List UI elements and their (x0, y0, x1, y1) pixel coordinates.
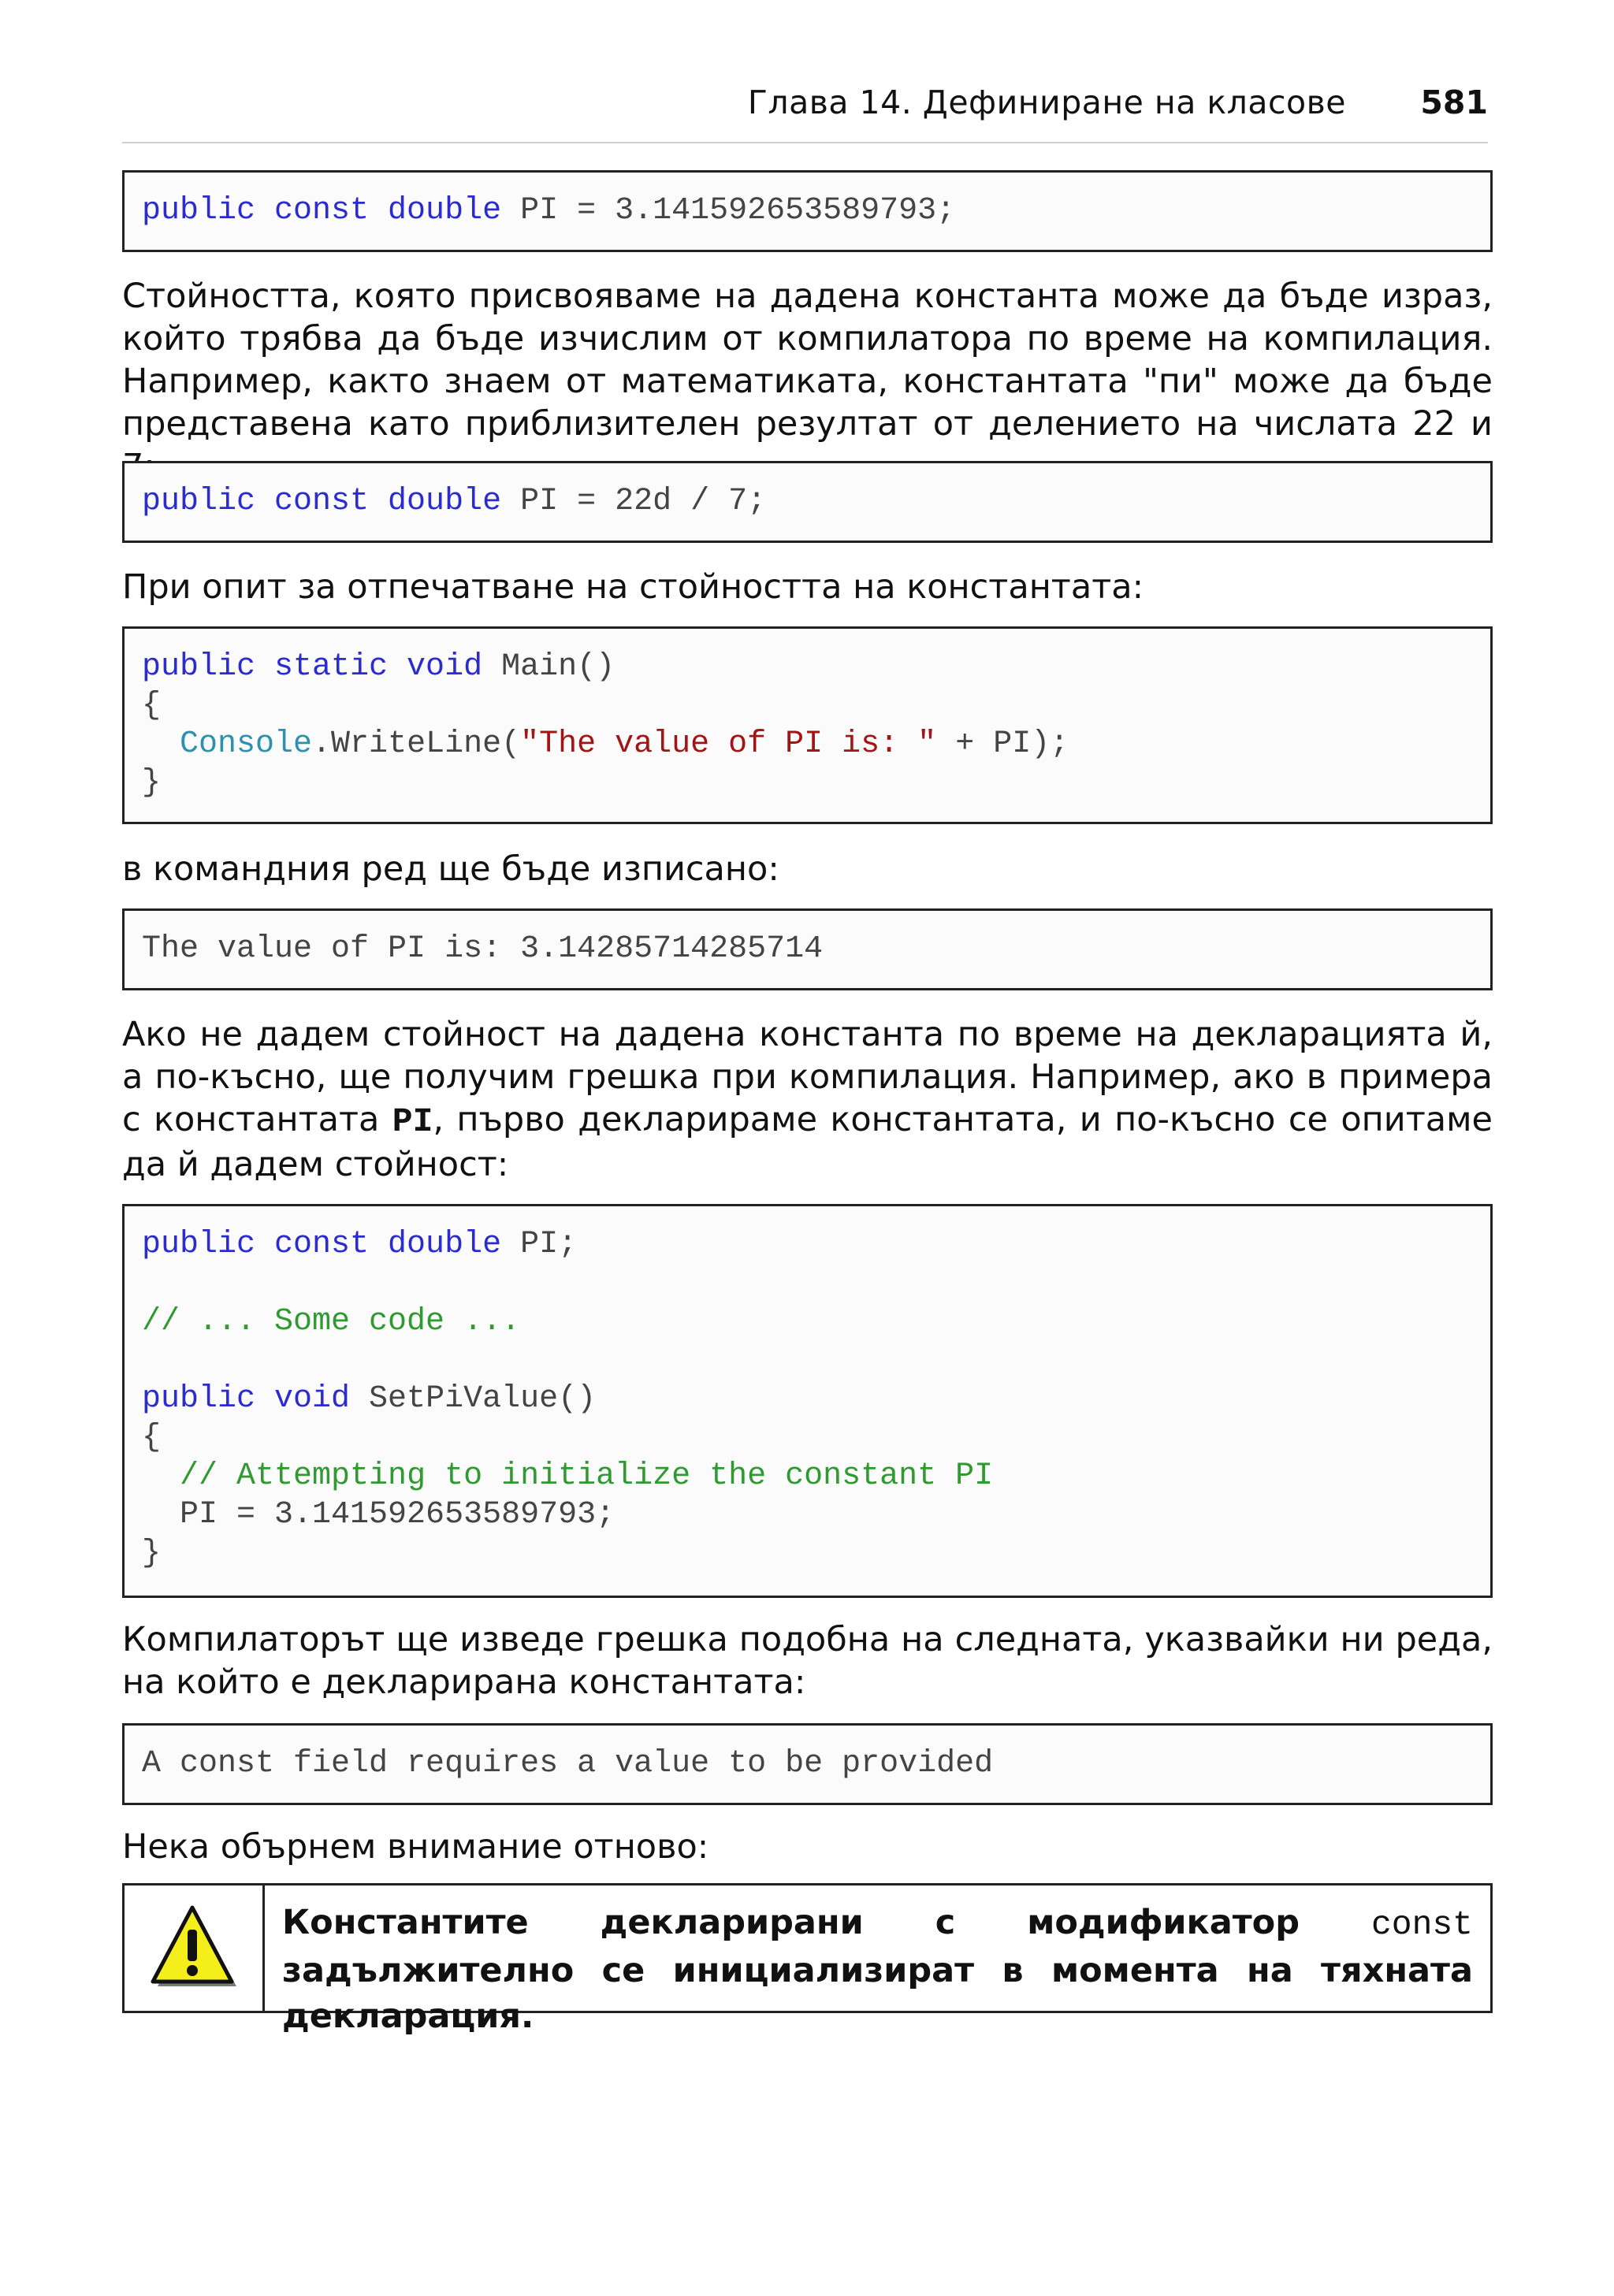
code-token: public const double (142, 484, 502, 519)
code-block-main-method (122, 626, 1493, 824)
code-token: // ... Some code ... (142, 1304, 521, 1339)
code-token: The value of PI is: 3.14285714285714 (142, 931, 824, 967)
note-text-before: Константите декларирани с модификатор (282, 1903, 1371, 1942)
paragraph-text-after: , първо декларираме константата, и по-късно се опитаме да й дадем стойност: (122, 1100, 1493, 1184)
code-token: Main() (482, 649, 615, 685)
inline-code-pi: PI (392, 1102, 433, 1141)
paragraph-uninitialized-constant (122, 1013, 1493, 1186)
code-line (142, 1457, 1473, 1495)
code-line (142, 725, 1473, 763)
code-token: + PI); (936, 726, 1069, 762)
warning-note-box (122, 1883, 1493, 2036)
paragraph-text-before: Ако не дадем стойност на дадена константа по време на декларацията й, а по-късно, ще получим грешка при компилация. Например, ако в примера с константата (122, 1015, 1493, 1139)
code-token: public void (142, 1381, 351, 1417)
chapter-title: Глава 14. Дефиниране на класове (747, 84, 1346, 121)
code-line (142, 930, 1473, 968)
code-token: public const double (142, 1227, 502, 1262)
code-line (142, 1418, 1473, 1457)
code-line (142, 1744, 1473, 1783)
code-line (142, 686, 1473, 725)
code-line (142, 1264, 1473, 1302)
code-line (142, 1495, 1473, 1534)
code-line (142, 1534, 1473, 1573)
note-inline-code: const (1370, 1905, 1473, 1944)
code-line (142, 763, 1473, 802)
code-token: PI = 3.141592653589793; (501, 193, 956, 228)
code-token (142, 726, 180, 762)
code-block-error-message (122, 1723, 1493, 1805)
code-line (142, 1341, 1473, 1380)
code-line (142, 1225, 1473, 1264)
code-token: "The value of PI is: " (520, 726, 937, 762)
code-token: .WriteLine( (312, 726, 521, 762)
code-token: Console (180, 726, 313, 762)
code-token: SetPiValue() (350, 1381, 597, 1417)
code-token: PI = 3.141592653589793; (142, 1497, 615, 1533)
code-token: { (142, 1420, 162, 1455)
code-token: // Attempting to initialize the constant PI (180, 1458, 994, 1494)
code-block-pi-division (122, 461, 1493, 543)
paragraph-attention: Нека обърнем внимание отново: (122, 1827, 709, 1867)
note-text-after: задължително се инициализират в момента на тяхната декларация. (282, 1951, 1473, 2036)
code-token (142, 1458, 180, 1494)
paragraph-compiler-error: Компилаторът ще изведе грешка подобна на следната, указвайки ни реда, на който е декларирана константата: (122, 1620, 1493, 1702)
warning-note-text (265, 1885, 1490, 2036)
code-line (142, 191, 1473, 230)
code-token: } (142, 1536, 162, 1571)
code-token: PI = 22d / 7; (501, 484, 767, 519)
code-line (142, 1302, 1473, 1341)
code-block-pi-literal (122, 170, 1493, 252)
code-token: public const double (142, 193, 502, 228)
paragraph-console-output-intro: в командния ред ще бъде изписано: (122, 849, 779, 889)
code-token: public static void (142, 649, 483, 685)
page-header (122, 79, 1488, 143)
code-block-console-output (122, 908, 1493, 990)
code-line (142, 648, 1473, 686)
warning-icon-cell (125, 1885, 265, 2011)
page-number: 581 (1420, 84, 1488, 121)
code-token: A const field requires a value to be provided (142, 1746, 994, 1781)
paragraph-constant-expression: Стойността, която присвояваме на дадена константа може да бъде израз, който трябва да бъде изчислим от компилатора по време на компилация. Например, както знаем от математиката, константата "пи" може да бъде представена като приблизителен резултат от делението на числата 22 и (122, 277, 1493, 444)
code-block-set-pi-value (122, 1204, 1493, 1598)
code-token: } (142, 765, 162, 801)
code-line (142, 482, 1473, 521)
code-line (142, 1380, 1473, 1418)
paragraph-print-attempt: При опит за отпечатване на стойността на константата: (122, 567, 1144, 607)
warning-icon (148, 1904, 240, 1993)
code-token: { (142, 688, 162, 723)
code-token: PI; (501, 1227, 578, 1262)
